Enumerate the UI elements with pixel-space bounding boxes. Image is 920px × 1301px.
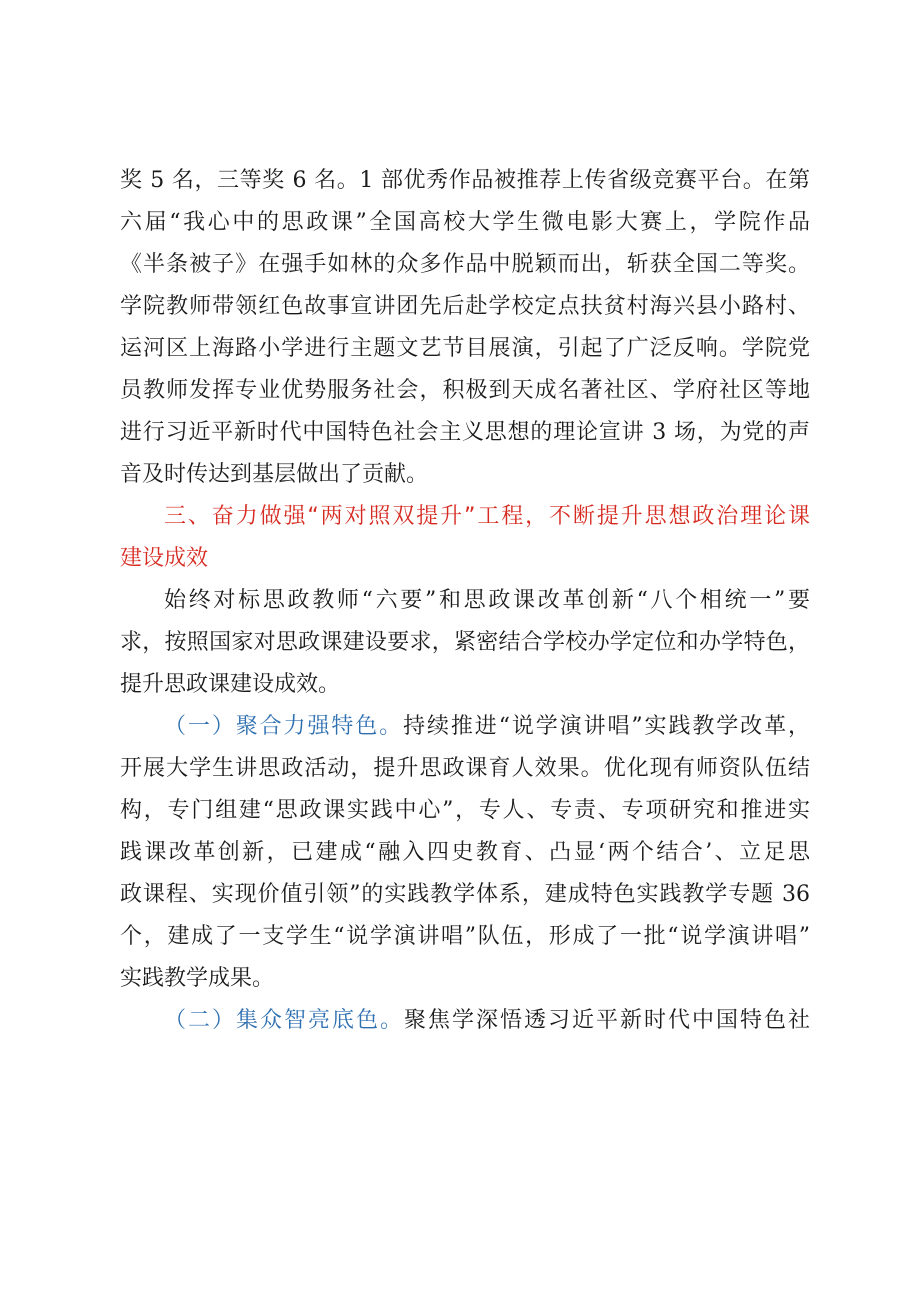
subsection-lead: （一）聚合力强特色。 (164, 714, 404, 739)
document-page (120, 160, 810, 1042)
body-line: 践课改革创新，已建成“融入四史教育、凸显‘两个结合’、立足思 (120, 840, 810, 865)
subsection-lead: （二）集众智亮底色。 (164, 1008, 404, 1033)
body-line: 实践教学成果。 (120, 966, 275, 991)
body-line: 学院教师带领红色故事宣讲团先后赴学校定点扶贫村海兴县小路村、 (120, 294, 810, 319)
body-line: 奖 5 名，三等奖 6 名。1 部优秀作品被推荐上传省级竞赛平台。在第 (120, 168, 810, 193)
body-line: 构，专门组建“思政课实践中心”，专人、专责、专项研究和推进实 (120, 798, 810, 823)
section-heading-3 (120, 496, 810, 580)
paragraph-awards (120, 160, 810, 496)
body-line: 六届“我心中的思政课”全国高校大学生微电影大赛上，学院作品 (120, 210, 810, 235)
body-line: 提升思政课建设成效。 (120, 672, 341, 697)
body-line: 员教师发挥专业优势服务社会，积极到天成名著社区、学府社区等地 (120, 378, 810, 403)
body-line: 音及时传达到基层做出了贡献。 (120, 462, 429, 487)
paragraph-standards (120, 580, 810, 706)
paragraph-subsection-2 (120, 1000, 810, 1042)
body-line: 始终对标思政教师“六要”和思政课改革创新“八个相统一”要 (164, 588, 810, 613)
paragraph-subsection-1 (120, 706, 810, 1000)
body-line: 政课程、实现价值引领”的实践教学体系，建成特色实践教学专题 36 (120, 882, 810, 907)
body-line: 开展大学生讲思政活动，提升思政课育人效果。优化现有师资队伍结 (120, 756, 810, 781)
heading-line: 三、奋力做强“两对照双提升”工程，不断提升思想政治理论课 (164, 504, 810, 529)
subsection-text: 聚焦学深悟透习近平新时代中国特色社 (404, 1008, 810, 1033)
body-line (120, 1000, 810, 1042)
body-line: 进行习近平新时代中国特色社会主义思想的理论宣讲 3 场，为党的声 (120, 420, 810, 445)
body-line: 运河区上海路小学进行主题文艺节目展演，引起了广泛反响。学院党 (120, 336, 810, 361)
body-line: 个，建成了一支学生“说学演讲唱”队伍，形成了一批“说学演讲唱” (120, 924, 810, 949)
body-line (120, 706, 810, 748)
body-line: 求，按照国家对思政课建设要求，紧密结合学校办学定位和办学特色， (120, 630, 810, 655)
body-line: 《半条被子》在强手如林的众多作品中脱颖而出，斩获全国二等奖。 (120, 252, 810, 277)
heading-line: 建设成效 (120, 546, 209, 571)
subsection-text: 持续推进“说学演讲唱”实践教学改革， (403, 714, 810, 739)
